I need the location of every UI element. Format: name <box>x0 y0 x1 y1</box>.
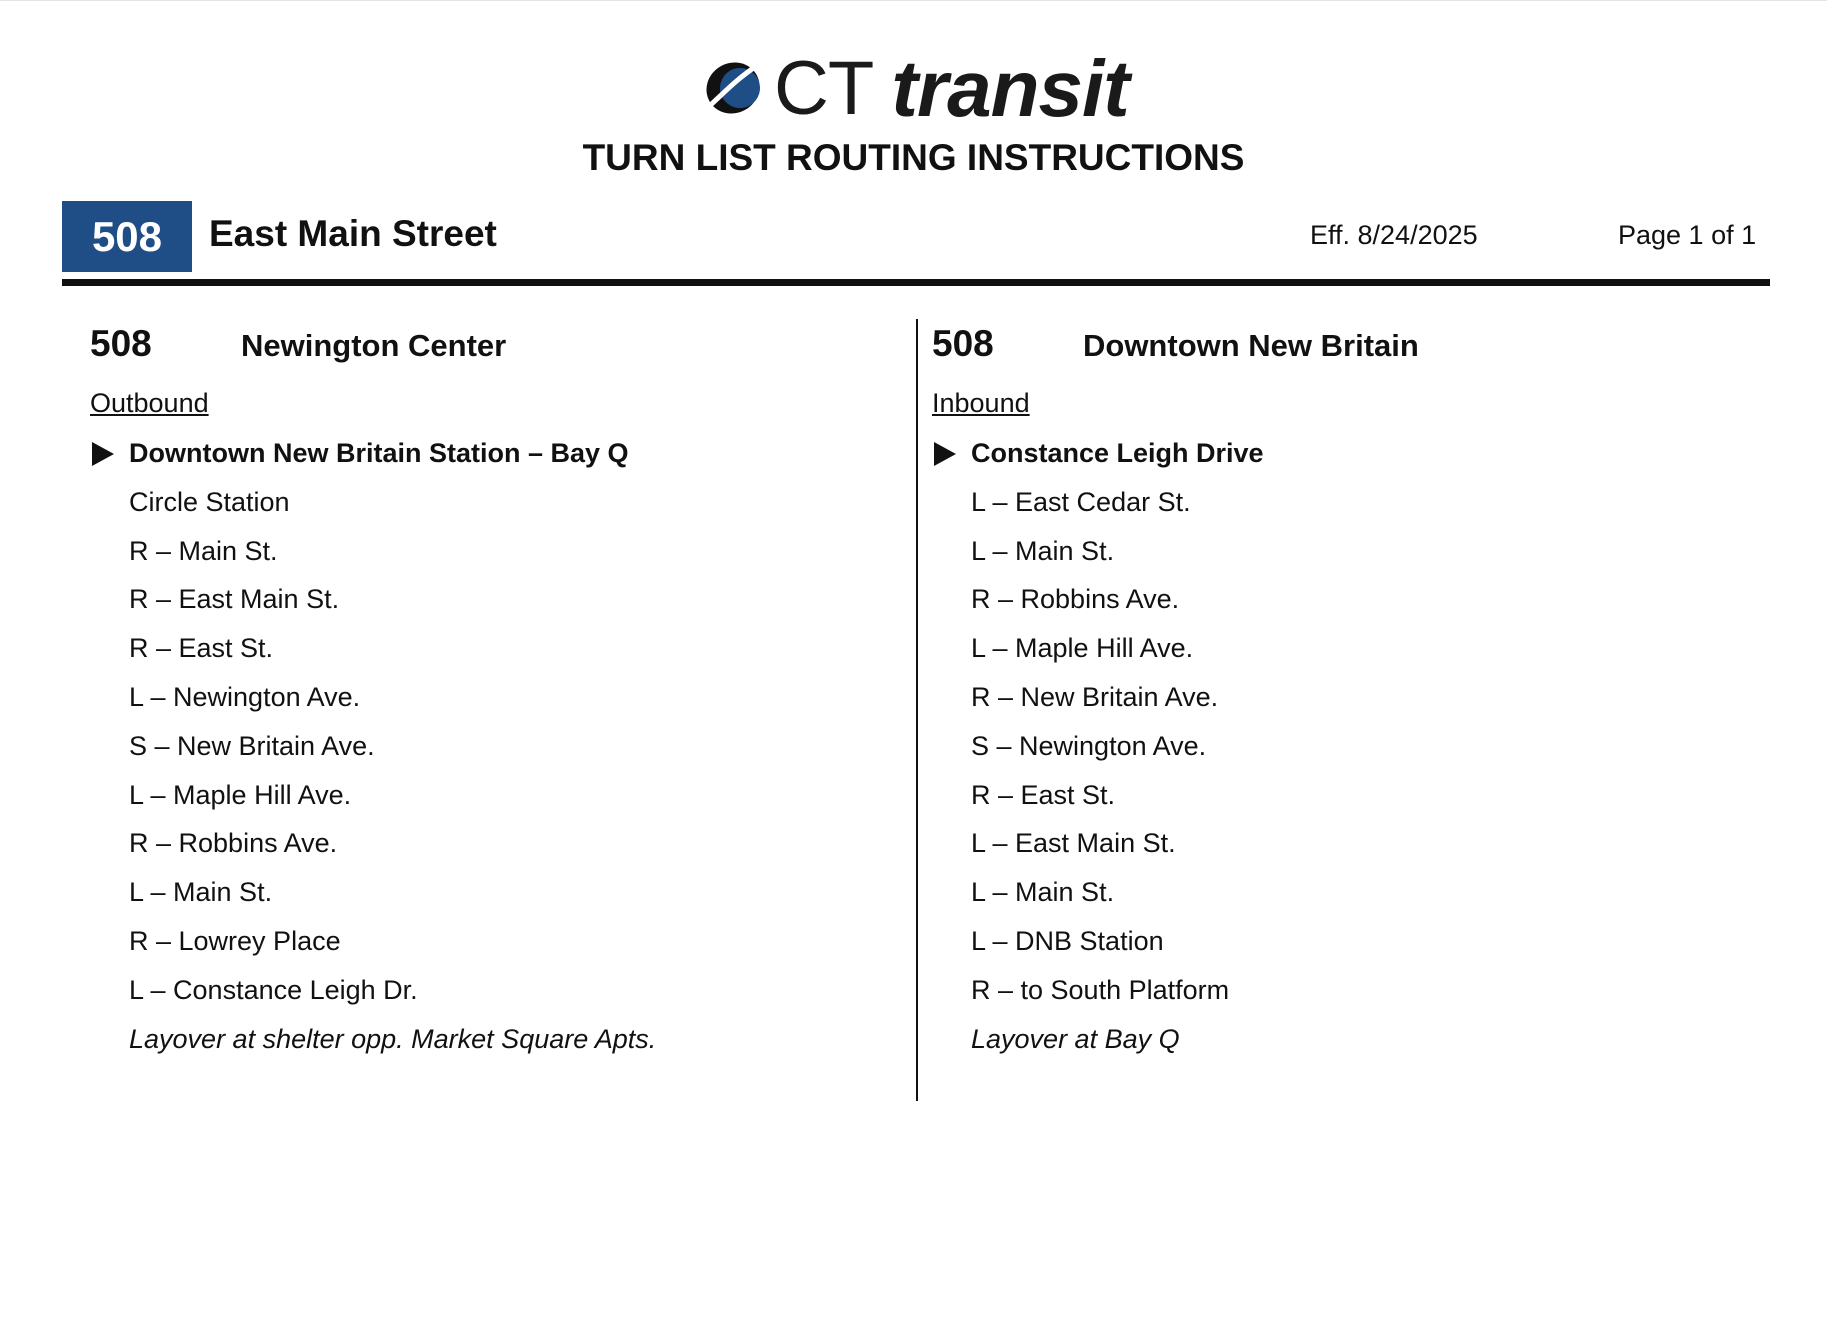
turn-step: S – Newington Ave. <box>971 730 1207 761</box>
turn-step: R – New Britain Ave. <box>971 681 1219 712</box>
document-title: TURN LIST ROUTING INSTRUCTIONS <box>582 137 1245 178</box>
turn-step: L – Main St. <box>971 877 1115 908</box>
turn-step: L – Main St. <box>971 535 1115 566</box>
outbound-column <box>90 323 890 1063</box>
inbound-layover-note: Layover at Bay Q <box>971 1023 1180 1054</box>
turn-step: Circle Station <box>129 486 290 517</box>
effective-date: Eff. 8/24/2025 <box>1310 220 1478 250</box>
outbound-destination: Newington Center <box>241 328 507 363</box>
ct-transit-swoosh-icon <box>700 57 764 121</box>
turn-step: R – Lowrey Place <box>129 925 341 956</box>
turn-step: L – East Main St. <box>971 828 1176 859</box>
route-number-badge: 508 <box>62 201 192 272</box>
outbound-layover-note: Layover at shelter opp. Market Square Apts. <box>129 1023 657 1054</box>
turn-step: R – Main St. <box>129 535 278 566</box>
outbound-start-label: Downtown New Britain Station – Bay Q <box>129 438 629 468</box>
inbound-column <box>932 323 1732 1063</box>
inbound-direction-label: Inbound <box>932 388 1030 418</box>
outbound-direction-label: Outbound <box>90 388 209 418</box>
inbound-destination: Downtown New Britain <box>1083 328 1419 363</box>
turn-step: S – New Britain Ave. <box>129 730 375 761</box>
inbound-header <box>932 323 1732 371</box>
logo-ct-text: CT <box>774 46 874 131</box>
turn-step: R – Robbins Ave. <box>971 584 1180 615</box>
outbound-start-point <box>90 429 890 478</box>
inbound-route-number: 508 <box>932 323 994 364</box>
ct-transit-logo <box>700 44 1129 133</box>
header-rule <box>62 279 1770 286</box>
start-arrow-icon <box>92 442 114 466</box>
inbound-start-label: Constance Leigh Drive <box>971 438 1264 468</box>
outbound-header <box>90 323 890 371</box>
turn-step: R – Robbins Ave. <box>129 828 338 859</box>
start-arrow-icon <box>934 442 956 466</box>
column-divider <box>916 319 918 1101</box>
turn-step: L – DNB Station <box>971 925 1164 956</box>
logo-transit-text: transit <box>891 44 1129 133</box>
turn-step: L – Maple Hill Ave. <box>129 779 352 810</box>
inbound-turn-list <box>932 429 1732 1063</box>
outbound-route-number: 508 <box>90 323 152 364</box>
turn-step: L – Newington Ave. <box>129 681 361 712</box>
turn-step: L – East Cedar St. <box>971 486 1191 517</box>
page-number: Page 1 of 1 <box>1618 220 1757 250</box>
turn-step: L – Main St. <box>129 877 273 908</box>
turn-step: L – Constance Leigh Dr. <box>129 974 418 1005</box>
turn-step: R – East St. <box>971 779 1116 810</box>
route-name: East Main Street <box>209 213 497 254</box>
inbound-start-point <box>932 429 1732 478</box>
turn-step: R – East Main St. <box>129 584 340 615</box>
turn-step: R – East St. <box>129 633 274 664</box>
turn-step: L – Maple Hill Ave. <box>971 633 1194 664</box>
outbound-turn-list <box>90 429 890 1063</box>
turn-step: R – to South Platform <box>971 974 1230 1005</box>
